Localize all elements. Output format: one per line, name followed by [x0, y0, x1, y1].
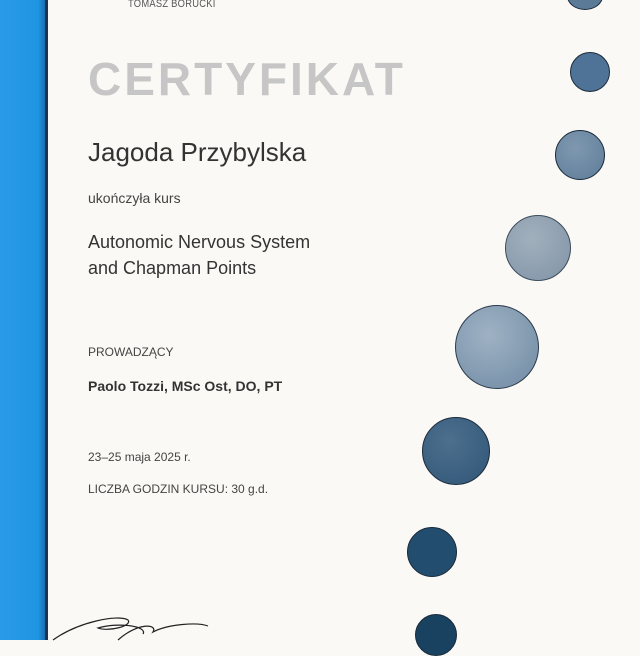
decorative-circle [455, 305, 539, 389]
decorative-circle [567, 0, 603, 10]
completed-label: ukończyła kurs [88, 190, 181, 206]
decorative-circle [415, 614, 457, 656]
decorative-circle [555, 130, 605, 180]
course-hours: LICZBA GODZIN KURSU: 30 g.d. [88, 482, 269, 496]
decorative-circle [422, 417, 490, 485]
decorative-blue-strip [0, 0, 45, 640]
strip-edge-line [45, 0, 48, 640]
decorative-circle [570, 52, 610, 92]
certificate-title: CERTYFIKAT [88, 53, 406, 105]
instructor-name: Paolo Tozzi, MSc Ost, DO, PT [88, 378, 283, 394]
course-title-line1: Autonomic Nervous System [88, 232, 311, 252]
recipient-name: Jagoda Przybylska [88, 137, 307, 167]
course-title [88, 229, 310, 281]
decorative-circle [407, 527, 457, 577]
instructor-label: PROWADZĄCY [88, 345, 174, 359]
decorative-circle [505, 215, 571, 281]
course-title-line2: and Chapman Points [88, 258, 257, 278]
course-date: 23–25 maja 2025 r. [88, 450, 191, 464]
organization-name: TOMASZ BORUCKI [128, 0, 216, 10]
signature-image [48, 612, 248, 642]
